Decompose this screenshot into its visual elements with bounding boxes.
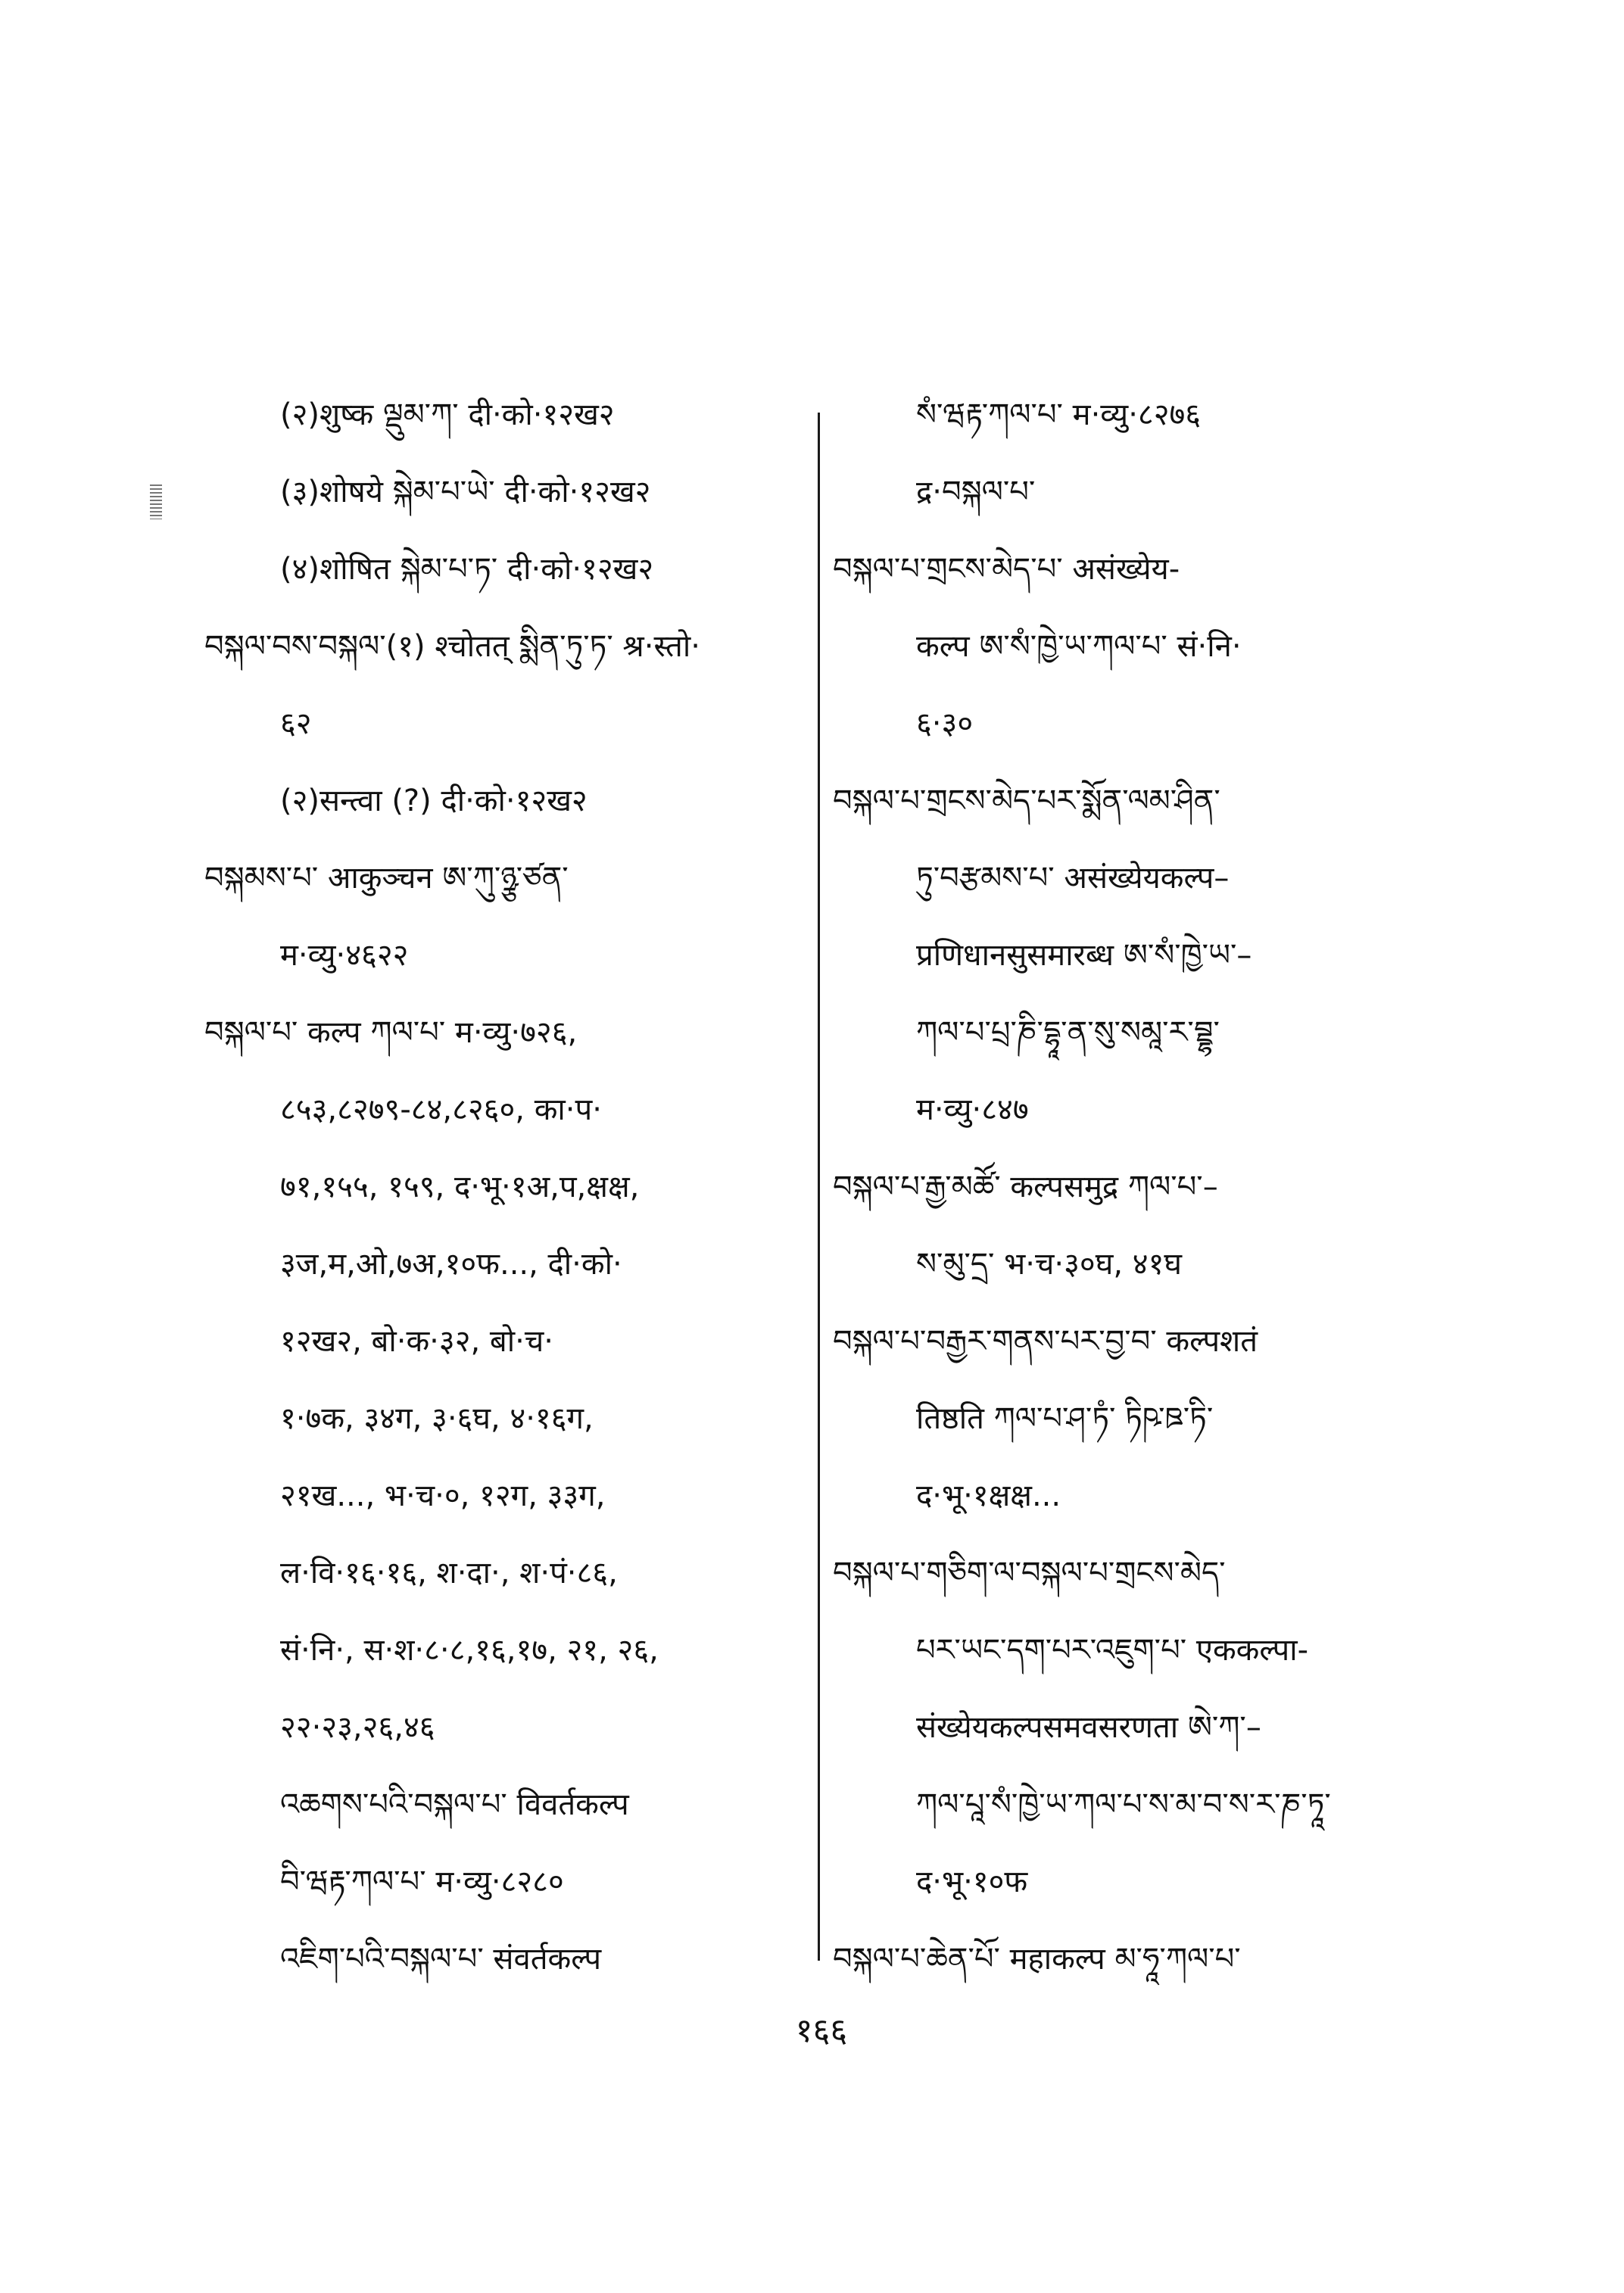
entry-line: ७१,१५५, १५९, द·भू·१अ,प,क्षक्ष, <box>280 1170 640 1204</box>
column-divider <box>818 413 820 1961</box>
page-number: १६६ <box>795 2011 848 2050</box>
entry-line: द·भू·१०फ <box>916 1865 1028 1899</box>
entry-line: प्रणिधानसुसमारब्ध ཨ་སཾ་ཁྱེ་ཡ་– <box>916 938 1252 973</box>
entry-line: तिष्ठति ཀལ་པ་ཤ་ཏཾ་ ཏིཥ་ཋ་ཏི་ <box>916 1401 1214 1436</box>
entry-line: བསྐལ་པ་བརྒྱར་གནས་པར་བྱ་བ་ कल्पशतं <box>833 1324 1258 1359</box>
entry-line: པར་ཡང་དག་པར་འཇུག་པ་ एककल्पा- <box>916 1633 1309 1668</box>
entry-line: འཆགས་པའི་བསྐལ་པ་ विवर्तकल्प <box>280 1787 629 1822</box>
entry-line: म·व्यु·८४७ <box>916 1092 1029 1127</box>
entry-line: ल·वि·१६·१६, श·दा·, श·पं·८६, <box>280 1556 618 1590</box>
entry-line: འཇིག་པའི་བསྐལ་པ་ संवर्तकल्प <box>280 1942 602 1977</box>
entry-line: བསྐལ་པ་རྒྱ་མཚོ་ कल्पसमुद्र ཀལ་པ་– <box>833 1170 1218 1204</box>
entry-line: བསྐལ་པ་གྲངས་མེད་པར་སྨོན་ལམ་ཤིན་ <box>833 784 1220 818</box>
entry-line: सं·नि·, स·श·८·८,१६,१७, २१, २६, <box>280 1633 659 1668</box>
entry-line: ८५३,८२७९-८४,८२६०, का·प· <box>280 1092 602 1127</box>
entry-line: ཀལ་པཱ་སཾ་ཁྱེ་ཡ་ཀལ་པ་ས་མ་བ་ས་ར་ཎ་ཏཱ་ <box>916 1787 1331 1822</box>
entry-line: བསྐལ་པ་ कल्प ཀལ་པ་ म·व्यु·७२६, <box>204 1015 578 1050</box>
entry-line: བསྐལ་པ་ཆེན་པོ་ महाकल्प མ་ཧཱ་ཀལ་པ་ <box>833 1942 1241 1977</box>
entry-line: कल्प ཨ་སཾ་ཁྱེ་ཡ་ཀལ་པ་ सं·नि· <box>916 629 1242 664</box>
entry-line: (३)शोषये སྐེམ་པ་ཡེ་ दी·को·१२ख२ <box>280 475 651 509</box>
entry-line: १२ख२, बो·क·३२, बो·च· <box>280 1324 553 1359</box>
entry-line: ས་མུ་དྲ་ भ·च·३०घ, ४१घ <box>916 1247 1183 1282</box>
entry-line: སཾ་ཝརྟ་ཀལ་པ་ म·व्यु·८२७६ <box>916 397 1202 432</box>
entry-line: १·७क, ३४ग, ३·६घ, ४·१६ग, <box>280 1401 594 1436</box>
entry-line: २२·२३,२६,४६ <box>280 1710 435 1745</box>
entry-line: संख्येयकल्पसमवसरणता ཨེ་ཀ་– <box>916 1710 1261 1745</box>
entry-line: (२)सन्त्वा (?) दी·को·१२ख२ <box>280 784 588 818</box>
entry-line: ཀལ་པ་པྲ་ཎི་དྷཱ་ན་སུ་སམཱ་ར་བྡྷ་ <box>916 1015 1220 1050</box>
entry-line: ६·३० <box>916 706 974 741</box>
margin-mark <box>150 484 162 519</box>
entry-line: म·व्यु·४६२२ <box>280 938 409 973</box>
entry-line: བསྐམས་པ་ आकुञ्चन ཨ་ཀུ་ཉྩ་ཙན་ <box>204 861 569 896</box>
entry-line: द्र·བསྐལ་པ་ <box>916 475 1036 509</box>
entry-line: (४)शोषित སྐེམ་པ་ཏ་ दी·को·१२ख२ <box>280 552 654 587</box>
entry-line: བསྐལ་པ་གྲངས་མེད་པ་ असंख्येय- <box>833 552 1180 587</box>
entry-line: (२)शुष्क ལྡུམ་ཀ་ दी·को·१२ख२ <box>280 397 615 432</box>
entry-line: བསྐལ་བས་བསྐལ་(१) श्चोतत् སྨིན་ཏུ་ཏ་ श्र·स्तो· <box>204 629 700 664</box>
entry-line: བི་ཝརྟ་ཀལ་པ་ म·व्यु·८२८० <box>280 1865 564 1899</box>
entry-line: द·भू·१क्षक्ष... <box>916 1478 1061 1513</box>
entry-line: २१ख..., भ·च·०, १२ग, ३३ग, <box>280 1478 606 1513</box>
entry-line: ཏུ་བརྩམས་པ་ असंख्येयकल्प– <box>916 861 1230 896</box>
entry-line: བསྐལ་པ་གཅིག་ལ་བསྐལ་པ་གྲངས་མེད་ <box>833 1556 1226 1590</box>
entry-line: ३ज,म,ओ,७अ,१०फ..., दी·को· <box>280 1247 622 1282</box>
entry-line: ६२ <box>280 706 312 741</box>
